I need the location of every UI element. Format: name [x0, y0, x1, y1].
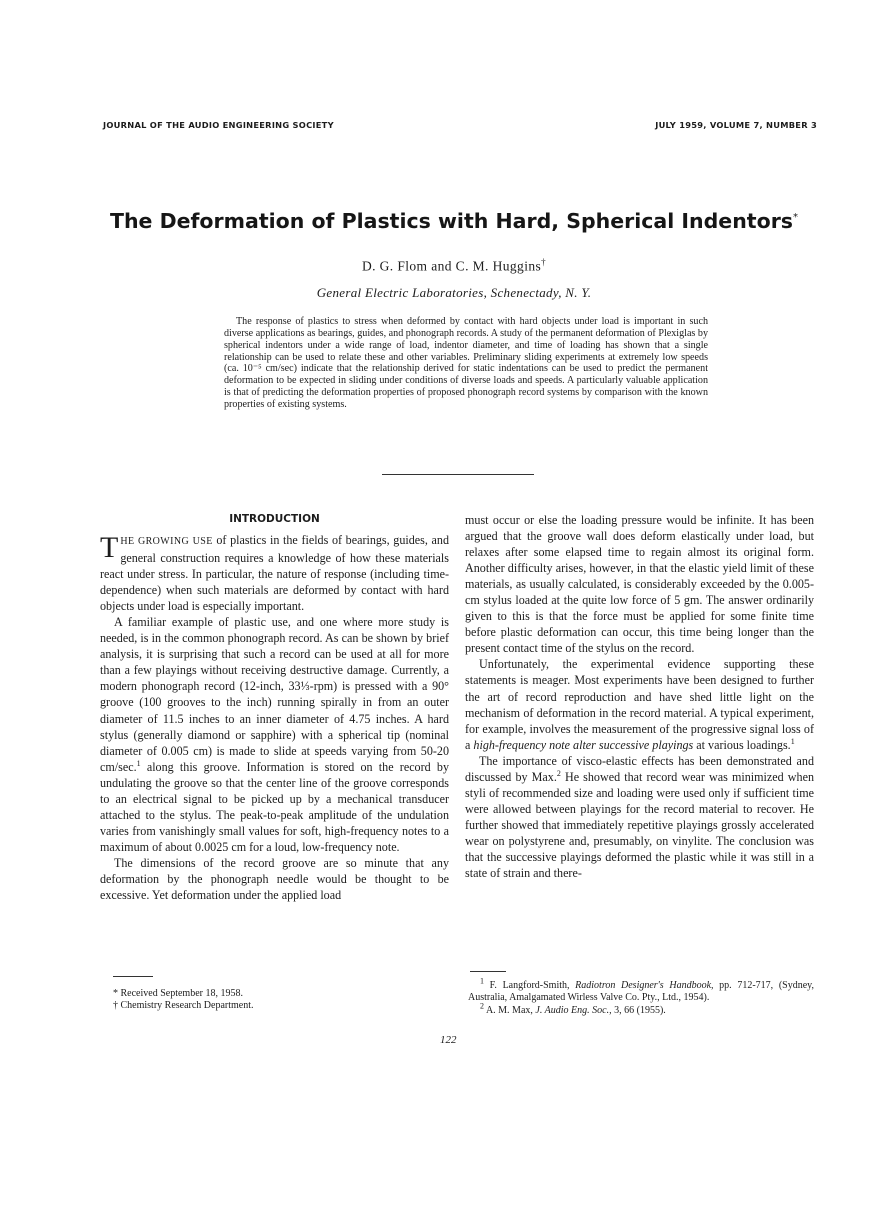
- affiliation: General Electric Laboratories, Schenectady, N. Y.: [316, 285, 592, 300]
- footnote-text: 3, 66 (1955).: [611, 1004, 666, 1016]
- footnote-number: 1: [480, 976, 484, 986]
- footnote: † Chemistry Research Department.: [113, 1000, 254, 1012]
- footnote-title: J. Audio Eng. Soc.,: [535, 1004, 612, 1016]
- paragraph-text: along this groove. Information is stored on the record by undulating the groove so that the center line of the groove corresponds to an electrical signal to be picked up by a mechanical transducer attached to the stylus. The peak-to-peak amplitude of the undulation varies from vanishingly small values for soft, high-frequency notes to a maximum of about 0.0025 cm for a loud, low-frequency note.: [100, 759, 449, 854]
- paragraph: [465, 753, 814, 881]
- paper-title: [0, 209, 892, 233]
- footnote: * Received September 18, 1958.: [113, 988, 243, 999]
- abstract: The response of plastics to stress when deformed by contact with hard objects under load is important in such diverse applications as bearings, guides, and phonograph records. A study of the permanent deformation of Plexiglas by spherical indentors under a wide range of load, indentor diameter, and time of loading has shown that a single relationship can be used to relate these and other variables. Preliminary sliding experiments at extremely low speeds (ca. 10⁻⁵ cm/sec) indicate that the relationship derived for static indentations can be used to predict the permanent deformation to be expected in sliding under conditions of diverse loads and speeds. A particularly valuable application is that of predicting the deformation properties of proposed phonograph record systems by comparison with the known properties of existing systems.: [224, 316, 708, 410]
- footnote: [468, 976, 815, 1005]
- paragraph: The dimensions of the record groove are so minute that any deformation by the phonograph needle would be thought to be excessive. Yet deformation under the applied load: [100, 855, 449, 903]
- paragraph-text: A familiar example of plastic use, and one where more study is needed, is in the common phonograph record. As can be shown by brief analysis, it is surprising that such a record can be used at all for more than a few playings without receiving destructive damage. Currently, a modern phonograph record (12-inch, 33⅓-rpm) is pressed with a 90° groove (100 grooves to the inch) running spirally in from an outer diameter of 11.5 inches to an inner diameter of 4.75 inches. A hard stylus (generally diamond or sapphire) with a spherical tip (nominal diameter of 0.005 cm) is made to slide at speeds varying from 50-20 cm/sec.: [100, 615, 449, 774]
- reference-mark: 2: [556, 768, 561, 778]
- paragraph-text: Unfortunately, the experimental evidence supporting these statements is meager. Most experiments have been designed to further the art of record reproduction and have shed little light on the mechanism of deformation in the record material. A typical experiment, for example, involves the measurement of the progressive signal loss of a: [465, 657, 814, 752]
- authors: [0, 257, 892, 275]
- drop-cap: T: [100, 531, 119, 564]
- title-footnote-mark: *: [793, 212, 799, 224]
- paragraph: [465, 656, 814, 752]
- paragraph-text: The importance of visco-elastic effects has been demonstrated and discussed by Max.: [465, 753, 814, 784]
- reference-mark: 1: [790, 736, 795, 746]
- footnotes-left: [113, 988, 433, 1013]
- paragraph: must occur or else the loading pressure would be infinite. It has been argued that the groove wall does deform elastically under load, but relaxes after some elapsed time to regain almost its original form. Another difficulty arises, however, in that the elastic yield limit of these materials, as usually calculated, is considerably exceeded by the 0.005-cm stylus loaded at the quite low force of 5 gm. The answer ordinarily given to this is that the force must be applied for some finite time before plastic deformation can occur, this time being longer than the present contact time of the stylus on the record.: [465, 513, 814, 656]
- separator-rule: [382, 474, 534, 475]
- paragraph-text: at various loadings.: [693, 737, 791, 752]
- footnote-text: F. Langford-Smith,: [484, 980, 576, 991]
- authors-footnote-mark: †: [541, 257, 547, 267]
- paragraph-text: of plastics in the fields of bearings, guides, and general construction requires a knowledge of how these materials react under stress. In particular, the nature of response (including time-dependence) when such materials are deformed by contact with hard objects under load is especially important.: [100, 533, 449, 614]
- paragraph-text: He showed that record wear was minimized when styli of recommended size and loading were used only if sufficient time were allowed between playings for the record material to recover. He further showed that immediately repetitive playings grossly accelerated wear on polystyrene and, presumably, on vinylite. The conclusion was that the successive playings deformed the plastic while it was still in a state of strain and there-: [465, 769, 815, 881]
- reference-mark: 1: [136, 758, 141, 768]
- issue-header: JULY 1959, VOLUME 7, NUMBER 3: [655, 120, 817, 130]
- section-heading: INTRODUCTION: [229, 513, 320, 525]
- footnote-title: Radiotron Designer's Handbook,: [575, 980, 714, 991]
- footnotes-right: [468, 976, 815, 1017]
- page-number: 122: [440, 1034, 457, 1046]
- footnote-text: pp. 712-717, (Sydney, Australia, Amalgamated Wirless Valve Co. Pty., Ltd., 1954).: [468, 980, 815, 1004]
- footnote-rule: [113, 976, 153, 977]
- lead-in-smallcaps: HE GROWING USE: [120, 536, 213, 547]
- footnote: [468, 1001, 814, 1017]
- footnote-text: A. M. Max,: [484, 1004, 536, 1016]
- emphasis-text: high-frequency note alter successive playings: [473, 737, 694, 752]
- footnote-rule: [470, 971, 506, 972]
- journal-header: JOURNAL OF THE AUDIO ENGINEERING SOCIETY: [103, 120, 334, 130]
- title-text: The Deformation of Plastics with Hard, Spherical Indentors: [109, 209, 794, 233]
- right-column: [465, 512, 814, 881]
- left-column: [100, 532, 449, 903]
- paragraph: [100, 614, 449, 855]
- footnote-number: 2: [480, 1001, 484, 1011]
- paragraph: [100, 532, 449, 614]
- authors-text: D. G. Flom and C. M. Huggins: [361, 258, 542, 274]
